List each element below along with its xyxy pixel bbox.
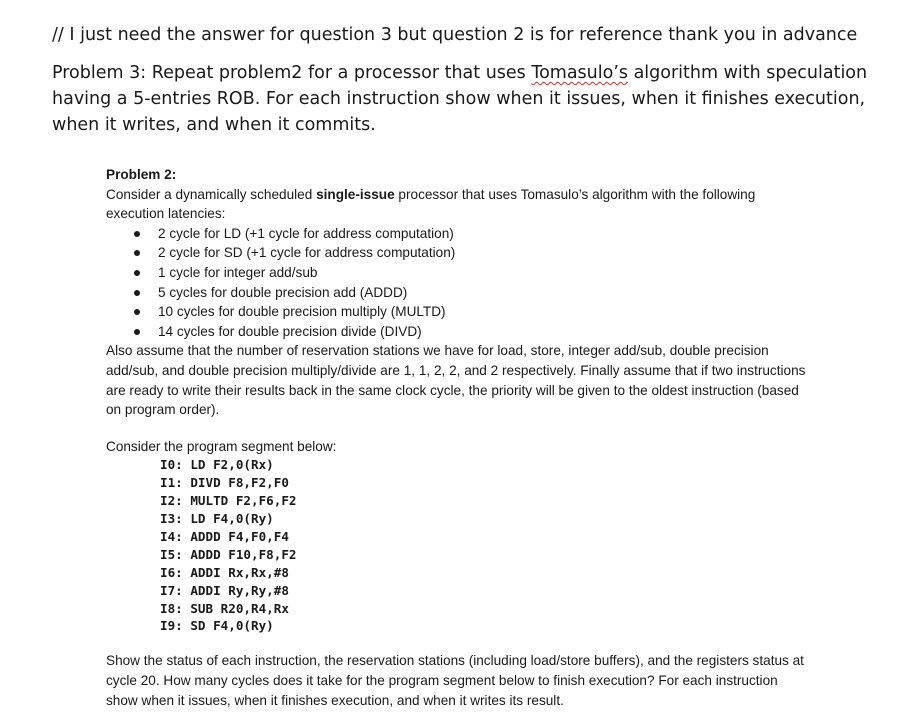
code-line: I1: DIVD F8,F2,F0: [160, 475, 289, 491]
assumptions-text: Also assume that the number of reservation stations we have for load, store, integer add/sub, double precision add/sub, and double precision multiply/divide are 1, 1, 2, 2, and 2 respectively. Finally assume that if two instructions are ready to write their results back in the same clock cycle, the priority will be given to the oldest instruction (based on program order).: [106, 343, 806, 418]
code-line: I4: ADDD F4,F0,F4: [160, 528, 289, 544]
problem2-intro: [106, 185, 806, 224]
code-line: I5: ADDD F10,F8,F2: [160, 546, 297, 562]
request-note: [52, 22, 902, 48]
latency-item: 5 cycles for double precision add (ADDD): [132, 283, 806, 303]
latency-item: 1 cycle for integer add/sub: [132, 263, 806, 283]
problem3-lead: Problem 3: Repeat problem2 for a processor that uses: [52, 63, 532, 83]
question-text: [52, 22, 902, 138]
request-note-text: // I just need the answer for question 3 but question 2 is for reference thank you in advance: [52, 25, 858, 45]
latency-item: 10 cycles for double precision multiply (MULTD): [132, 302, 806, 322]
intro-bold: single-issue: [316, 186, 395, 202]
code-line: I3: LD F4,0(Ry): [160, 511, 274, 527]
latency-item: 2 cycle for LD (+1 cycle for address computation): [132, 224, 806, 244]
problem3-text: [52, 60, 902, 138]
intro-before: Consider a dynamically scheduled: [106, 186, 317, 202]
code-line: I9: SD F4,0(Ry): [160, 618, 274, 634]
code-line: I0: LD F2,0(Rx): [160, 457, 274, 473]
code-line: I8: SUB R20,R4,Rx: [160, 600, 289, 616]
program-segment: [160, 456, 806, 635]
code-line: I2: MULTD F2,F6,F2: [160, 493, 297, 509]
code-line: I7: ADDI Ry,Ry,#8: [160, 582, 289, 598]
problem2-reference-image: [106, 165, 806, 710]
latency-item: 14 cycles for double precision divide (DIVD): [132, 322, 806, 342]
segment-intro: Consider the program segment below:: [106, 438, 337, 454]
problem3-rest: algorithm with speculation having a 5-entries ROB. For each instruction show when it issues, when it finishes execution, when it writes, and when it commits.: [52, 63, 868, 135]
latency-list: [106, 224, 806, 342]
latency-item: 2 cycle for SD (+1 cycle for address computation): [132, 243, 806, 263]
problem2-heading: Problem 2:: [106, 167, 177, 182]
spellcheck-word: Tomasulo’s: [531, 63, 629, 83]
final-question: Show the status of each instruction, the reservation stations (including load/store buffers), and the registers status at cycle 20. How many cycles does it take for the program segment below to finish execution? For each instruction show when it issues, when it finishes execution, and when it writes its result.: [106, 653, 804, 708]
code-line: I6: ADDI Rx,Rx,#8: [160, 564, 289, 580]
intro-after: processor that uses Tomasulo’s algorithm with the following execution latencies:: [106, 186, 756, 222]
